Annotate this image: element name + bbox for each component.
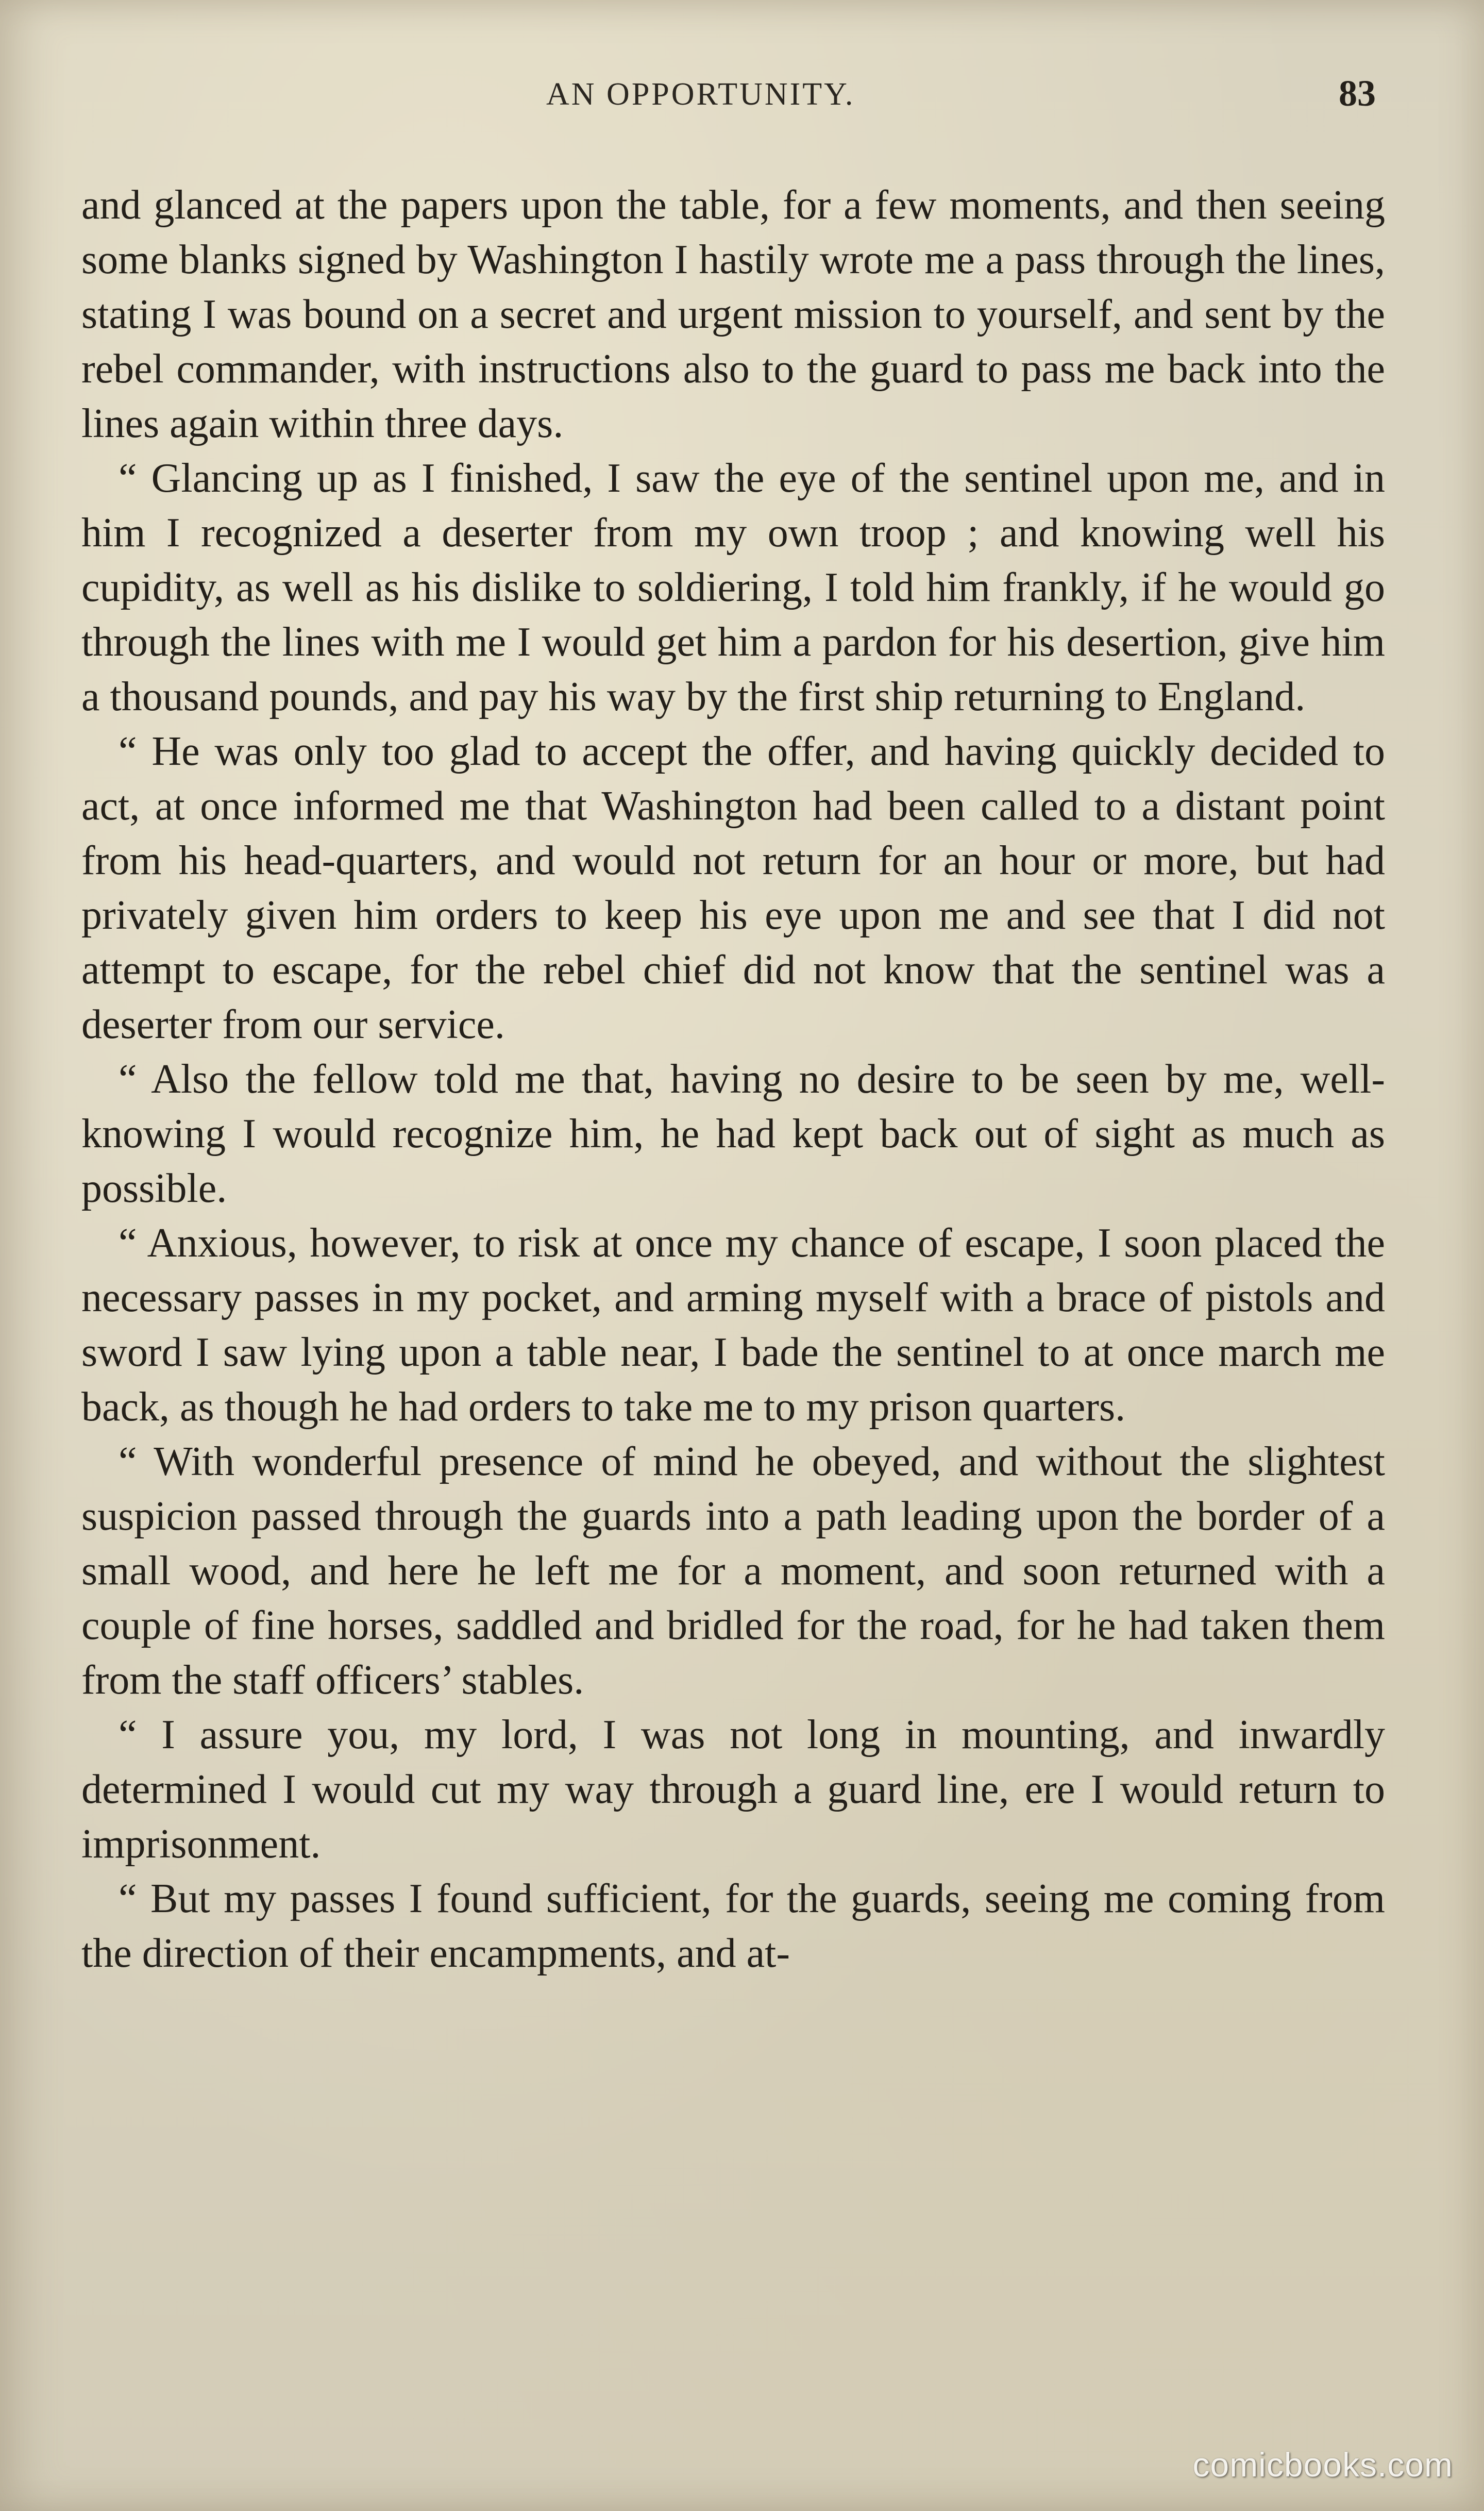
paragraph-he-was-only: “ He was only too glad to accept the offer, and having quickly decided to act, at once informed me that Washington had been called to a distant point from his head-quarters, and would not return for an hour or more, but had privately given him orders to keep his eye upon me and see that I did not attempt to escape, for the rebel chief did not know that the sentinel was a deserter from our service.	[81, 729, 1385, 1047]
paragraph-also-the-fellow: “ Also the fellow told me that, having no desire to be seen by me, well-knowing I would recognize him, he had kept back out of sight as much as possible.	[81, 1057, 1385, 1211]
paragraph-anxious-however: “ Anxious, however, to risk at once my chance of escape, I soon placed the necessary passes in my pocket, and arming myself with a brace of pistols and sword I saw lying upon a table near, I bade the sentinel to at once march me back, as though he had orders to take me to my prison quarters.	[81, 1220, 1385, 1430]
paragraph-but-my-passes: “ But my passes I found sufficient, for the guards, seeing me coming from the direction of their encampments, and at-	[81, 1876, 1385, 1976]
watermark: comicbooks.com	[1192, 2446, 1453, 2484]
paragraph-glancing-up: “ Glancing up as I finished, I saw the eye of the sentinel upon me, and in him I recognized a deserter from my own troop ; and knowing well his cupidity, as well as his dislike to soldiering, I told him frankly, if he would go through the lines with me I would get him a pardon for his desertion, give him a thousand pounds, and pay his way by the first ship returning to England.	[81, 456, 1385, 719]
paragraph-i-assure-you: “ I assure you, my lord, I was not long in mounting, and inwardly determined I would cut my way through a guard line, ere I would return to imprisonment.	[81, 1712, 1385, 1867]
body-text	[81, 178, 1385, 1981]
page-number: 83	[1339, 73, 1376, 114]
paragraph-continuation: and glanced at the papers upon the table, for a few moments, and then seeing some blanks signed by Washington I hastily wrote me a pass through the lines, stating I was bound on a secret and urgent mission to yourself, and sent by the rebel commander, with instructions also to the guard to pass me back into the lines again within three days.	[81, 182, 1385, 446]
running-head-title: AN OPPORTUNITY.	[546, 77, 855, 112]
paragraph-with-wonderful: “ With wonderful presence of mind he obeyed, and without the slightest suspicion passed through the guards into a path leading upon the border of a small wood, and here he left me for a moment, and soon returned with a couple of fine horses, saddled and bridled for the road, for he had taken them from the staff officers’ stables.	[81, 1439, 1385, 1703]
